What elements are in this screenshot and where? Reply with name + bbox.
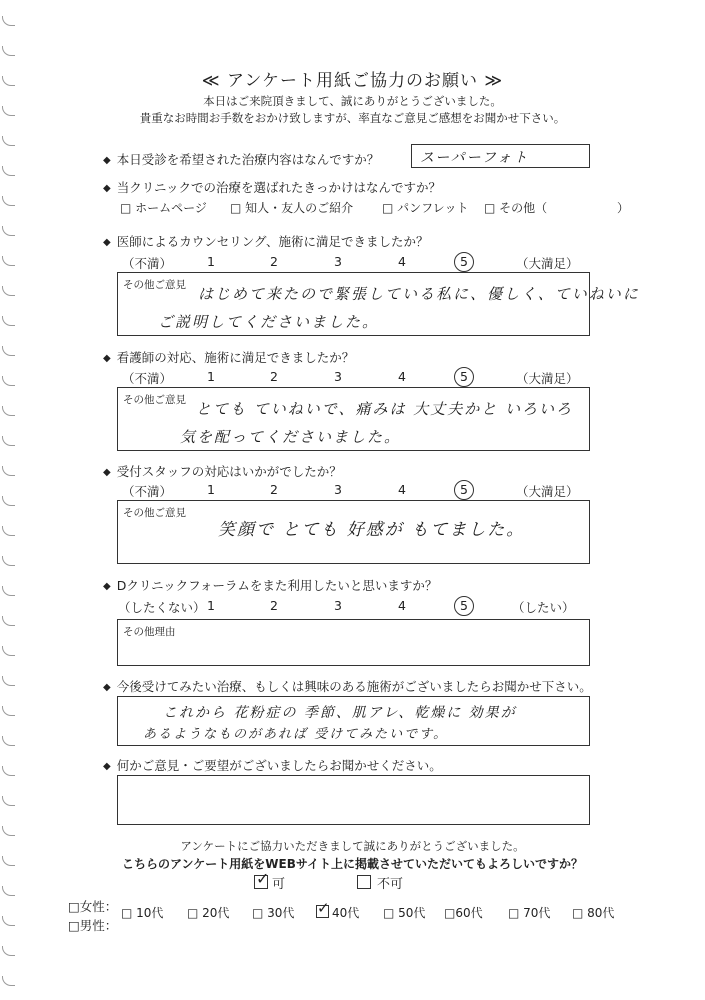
q7-answer-line-1: これから 花粉症の 季節、肌アレ、乾燥に 効果が — [163, 705, 517, 721]
q6-scale-5-selected[interactable]: 5 — [454, 596, 474, 616]
question-1: ◆ 本日受診を希望された治療内容はなんですか？ — [103, 150, 379, 168]
q5-comment-line-1: 笑顔で とても 好感が もてました。 — [218, 520, 526, 540]
q3-scale-2[interactable]: 2 — [270, 254, 278, 269]
q4-scale-1[interactable]: 1 — [207, 369, 215, 384]
q3-scale-4[interactable]: 4 — [398, 254, 406, 269]
question-7: ◆ 今後受けてみたい治療、もしくは興味のある施術がございましたらお聞かせ下さい。 — [103, 677, 592, 695]
option-other-close-paren: ） — [617, 201, 630, 215]
q1-answer: スーパーフォト — [420, 150, 530, 166]
q5-scale-high: （大満足） — [516, 484, 579, 499]
question-4: ◆ 看護師の対応、施術に満足できましたか？ — [103, 348, 354, 366]
permission-ng-checkbox[interactable] — [357, 875, 371, 889]
q1-answer-field[interactable] — [411, 144, 590, 168]
check-mark-icon: ✓ — [256, 869, 270, 888]
option-referral-checkbox[interactable]: □ 知人・友人のご紹介 — [230, 201, 354, 215]
q5-scale-4[interactable]: 4 — [398, 482, 406, 497]
q5-scale-5-selected[interactable]: 5 — [454, 480, 474, 500]
question-6: ◆ Dクリニックフォーラムをまた利用したいと思いますか？ — [103, 576, 437, 594]
q4-comment-box[interactable] — [117, 387, 590, 451]
q3-comment-line-2: ご説明してくださいました。 — [158, 313, 380, 331]
permission-ok-option[interactable] — [254, 869, 286, 892]
intro-line-1: 本日はご来院頂きまして、誠にありがとうございました。 — [203, 94, 502, 108]
gender-female-option[interactable]: □女性： — [68, 899, 118, 914]
q4-comment-line-1: とても ていねいで、痛みは 大丈夫かと いろいろ — [196, 400, 574, 418]
q3-scale-3[interactable]: 3 — [334, 254, 342, 269]
q7-answer-box[interactable] — [117, 696, 590, 746]
q6-reason-box[interactable] — [117, 619, 590, 666]
check-mark-icon: ✓ — [317, 899, 330, 917]
permission-ng-option[interactable] — [357, 873, 403, 892]
q4-scale-low: （不満） — [122, 371, 173, 386]
question-2: ◆ 当クリニックでの治療を選ばれたきっかけはなんですか？ — [103, 178, 441, 196]
q6-scale-4[interactable]: 4 — [398, 598, 406, 613]
q6-scale-3[interactable]: 3 — [334, 598, 342, 613]
permission-ng-label: 不可 — [377, 877, 404, 892]
q4-scale-2[interactable]: 2 — [270, 369, 278, 384]
q5-scale-2[interactable]: 2 — [270, 482, 278, 497]
q3-scale-high: （大満足） — [516, 256, 579, 271]
q3-comment-label: その他ご意見 — [123, 279, 186, 291]
q4-comment-label: その他ご意見 — [123, 394, 186, 406]
q4-scale-high: （大満足） — [516, 371, 579, 386]
q5-scale-low: （不満） — [122, 484, 173, 499]
q5-comment-label: その他ご意見 — [123, 507, 186, 519]
age-80s-checkbox[interactable]: □ 80代 — [572, 906, 615, 920]
q6-scale-high: （したい） — [512, 600, 575, 615]
permission-ok-checkbox[interactable] — [254, 869, 270, 889]
option-pamphlet-checkbox[interactable]: □ パンフレット — [382, 201, 469, 215]
age-40s-checkbox-box[interactable] — [316, 899, 330, 918]
q5-scale-3[interactable]: 3 — [334, 482, 342, 497]
gender-male-option[interactable]: □男性： — [68, 918, 118, 933]
q4-comment-line-2: 気を配ってくださいました。 — [180, 428, 402, 446]
q4-scale-4[interactable]: 4 — [398, 369, 406, 384]
age-20s-checkbox[interactable]: □ 20代 — [187, 906, 230, 920]
intro-line-2: 貴重なお時間お手数をおかけ致しますが、率直なご意見ご感想をお聞かせ下さい。 — [139, 111, 566, 125]
q3-comment-box[interactable] — [117, 272, 640, 336]
age-50s-checkbox[interactable]: □ 50代 — [383, 906, 426, 920]
question-8: ◆ 何かご意見・ご要望がございましたらお聞かせください。 — [103, 756, 442, 774]
age-40s-checkbox[interactable]: 40代 — [332, 906, 360, 920]
question-3: ◆ 医師によるカウンセリング、施術に満足できましたか？ — [103, 232, 428, 250]
q5-scale-1[interactable]: 1 — [207, 482, 215, 497]
q5-comment-box[interactable] — [117, 500, 590, 564]
q6-scale-1[interactable]: 1 — [207, 598, 215, 613]
q3-scale-1[interactable]: 1 — [207, 254, 215, 269]
q8-answer-box[interactable] — [117, 775, 590, 825]
q6-scale-2[interactable]: 2 — [270, 598, 278, 613]
q4-scale-3[interactable]: 3 — [334, 369, 342, 384]
option-homepage-checkbox[interactable]: □ ホームページ — [120, 201, 207, 215]
age-60s-checkbox[interactable]: □60代 — [444, 906, 483, 920]
question-5: ◆ 受付スタッフの対応はいかがでしたか？ — [103, 462, 342, 480]
footer-request: こちらのアンケート用紙をWEBサイト上に掲載させていただいてもよろしいですか？ — [121, 857, 584, 871]
age-10s-checkbox[interactable]: □ 10代 — [121, 906, 164, 920]
q7-answer-line-2: あるようなものがあれば 受けてみたいです。 — [143, 727, 449, 742]
option-other-checkbox[interactable]: □ その他（ — [484, 201, 548, 215]
age-70s-checkbox[interactable]: □ 70代 — [508, 906, 551, 920]
q4-scale-5-selected[interactable]: 5 — [454, 367, 474, 387]
footer-thanks: アンケートにご協力いただきまして誠にありがとうございました。 — [180, 839, 525, 853]
q6-reason-label: その他理由 — [123, 626, 176, 638]
q6-scale-low: （したくない） — [118, 600, 206, 615]
q3-scale-5-selected[interactable]: 5 — [454, 252, 474, 272]
age-30s-checkbox[interactable]: □ 30代 — [252, 906, 295, 920]
page-title: ≪ アンケート用紙ご協力のお願い ≫ — [201, 71, 504, 91]
permission-ok-label: 可 — [272, 877, 286, 892]
q3-scale-low: （不満） — [122, 256, 173, 271]
q3-comment-line-1: はじめて来たので緊張している私に、優しく、ていねいに — [198, 285, 640, 303]
